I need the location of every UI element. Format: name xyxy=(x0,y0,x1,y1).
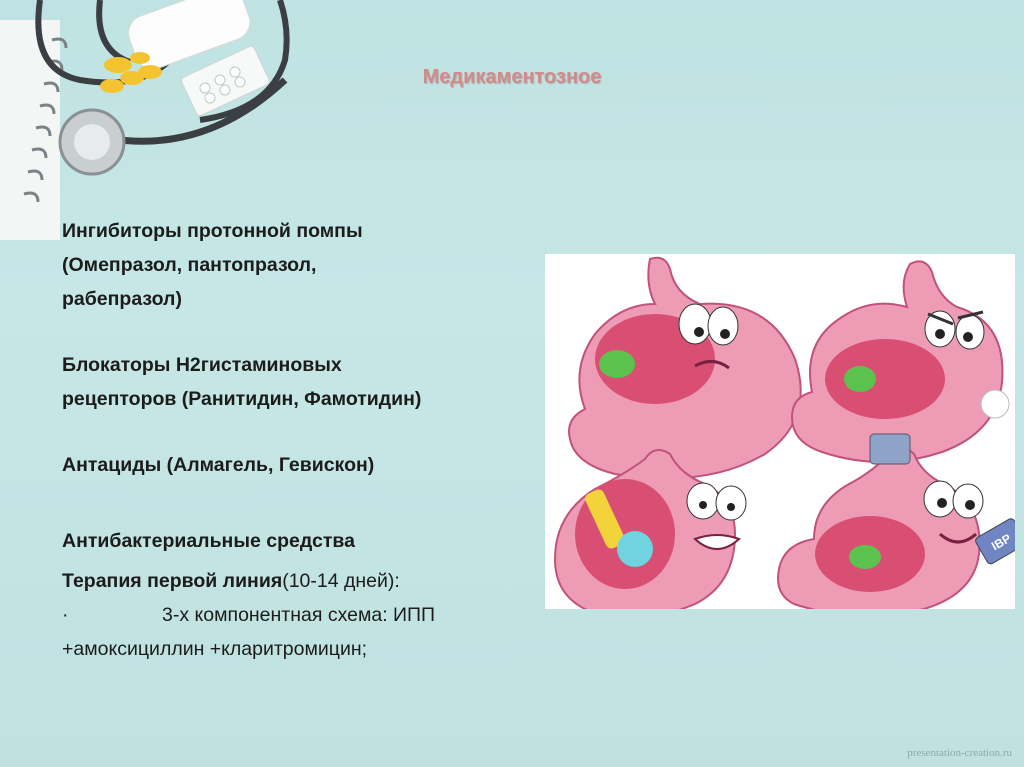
h2-line-2: рецепторов (Ранитидин, Фамотидин) xyxy=(62,388,422,410)
scheme-drugs: +амоксициллин +кларитромицин; xyxy=(62,638,368,660)
bullet-mark: · xyxy=(62,604,69,626)
scheme-text: 3-х компонентная схема: ИПП xyxy=(162,604,436,626)
stomach-cartoon-image xyxy=(545,254,1015,609)
medical-decoration-image xyxy=(0,0,310,240)
ppi-item xyxy=(62,214,542,316)
stomach-sad xyxy=(569,258,801,479)
antibacterial-heading: Антибактериальные средства xyxy=(62,530,355,552)
ppi-line-1: Ингибиторы протонной помпы xyxy=(62,220,363,242)
scheme-line xyxy=(62,598,542,632)
therapy-line xyxy=(62,564,542,598)
h2-blockers-item xyxy=(62,348,542,416)
slide-title: Медикаментозное xyxy=(422,66,602,88)
ppi-line-2: (Омепразол, пантопразол, xyxy=(62,254,317,276)
ppi-line-3: рабепразол) xyxy=(62,288,182,310)
stomach-angry xyxy=(792,261,1009,462)
slide-body xyxy=(62,214,542,666)
ibp-label: IBP xyxy=(989,531,1014,554)
antacids-line: Антациды (Алмагель, Гевискон) xyxy=(62,454,375,476)
stomach-happy xyxy=(778,434,1015,609)
therapy-duration: (10-14 дней): xyxy=(282,570,400,592)
chestpiece-diaphragm xyxy=(74,124,110,160)
h2-line-1: Блокаторы Н2гистаминовых xyxy=(62,354,342,376)
notebook-page xyxy=(0,20,60,240)
antacids-item xyxy=(62,448,542,482)
therapy-bold: Терапия первой линия xyxy=(62,570,283,592)
watermark: presentation-creation.ru xyxy=(907,747,1012,759)
